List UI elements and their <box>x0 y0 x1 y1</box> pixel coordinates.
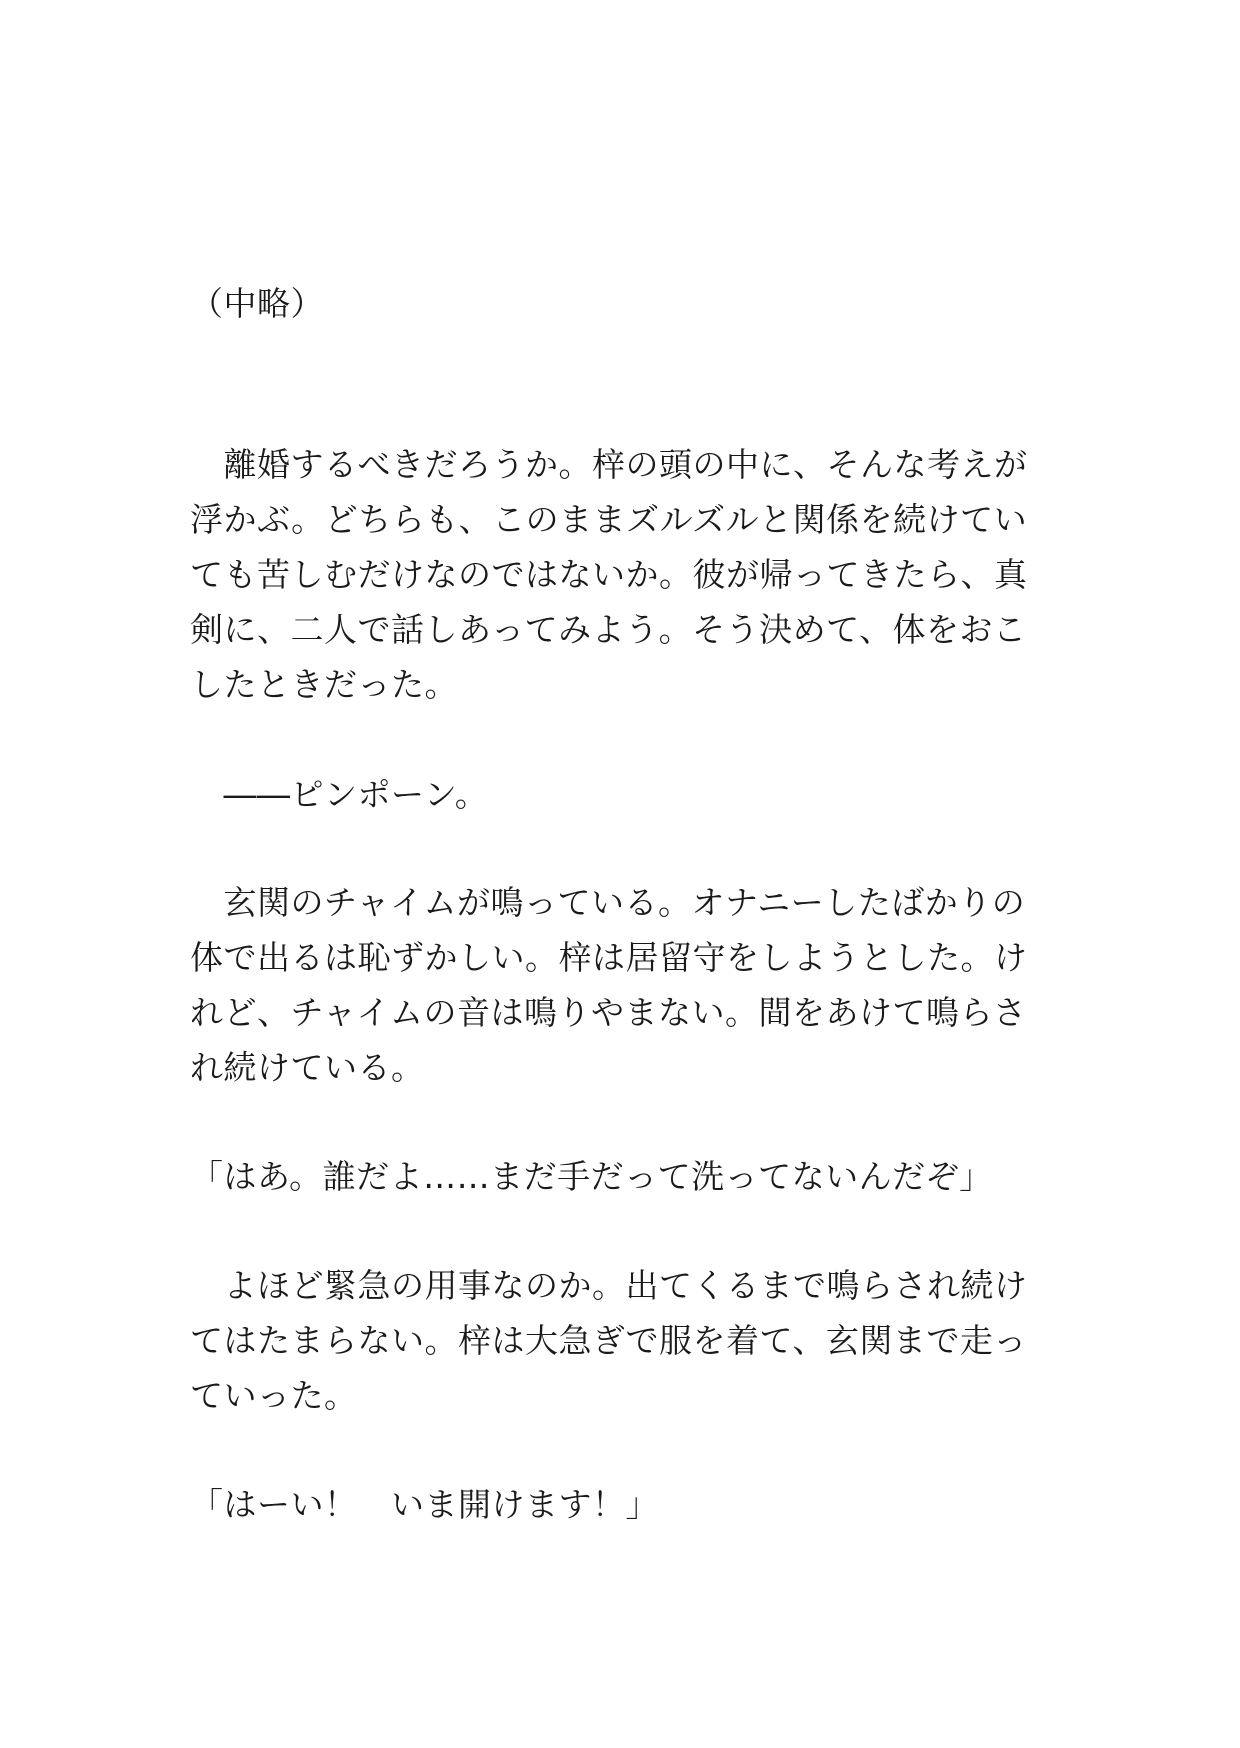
paragraph-line: 浮かぶ。どちらも、このままズルズルと関係を続けてい <box>190 500 1028 539</box>
paragraph-line: 玄関のチャイムが鳴っている。オナニーしたばかりの <box>190 883 1026 922</box>
dialogue-line: 「はあ。誰だよ……まだ手だって洗ってないんだぞ」 <box>190 1157 993 1196</box>
paragraph-line: ても苦しむだけなのではないか。彼が帰ってきたら、真 <box>190 555 1028 594</box>
paragraph-line: ていった。 <box>190 1376 358 1415</box>
section-heading: （中略） <box>190 284 324 323</box>
paragraph-line: 体で出るは恥ずかしい。梓は居留守をしようとした。け <box>190 938 1028 977</box>
paragraph-line: 剣に、二人で話しあってみよう。そう決めて、体をおこ <box>190 610 1027 649</box>
dialogue-line: 「はーい！ いま開けます！」 <box>190 1485 659 1524</box>
paragraph-line: れ続けている。 <box>190 1048 425 1087</box>
paragraph-line: れど、チャイムの音は鳴りやまない。間をあけて鳴らさ <box>190 993 1027 1032</box>
paragraph-line: 離婚するべきだろうか。梓の頭の中に、そんな考えが <box>190 445 1028 484</box>
paragraph-line: したときだった。 <box>190 665 458 704</box>
paragraph-line: よほど緊急の用事なのか。出てくるまで鳴らされ続け <box>190 1266 1028 1305</box>
paragraph-line: てはたまらない。梓は大急ぎで服を着て、玄関まで走っ <box>190 1321 1027 1360</box>
sound-effect-line: ――ピンポーン。 <box>190 775 489 814</box>
